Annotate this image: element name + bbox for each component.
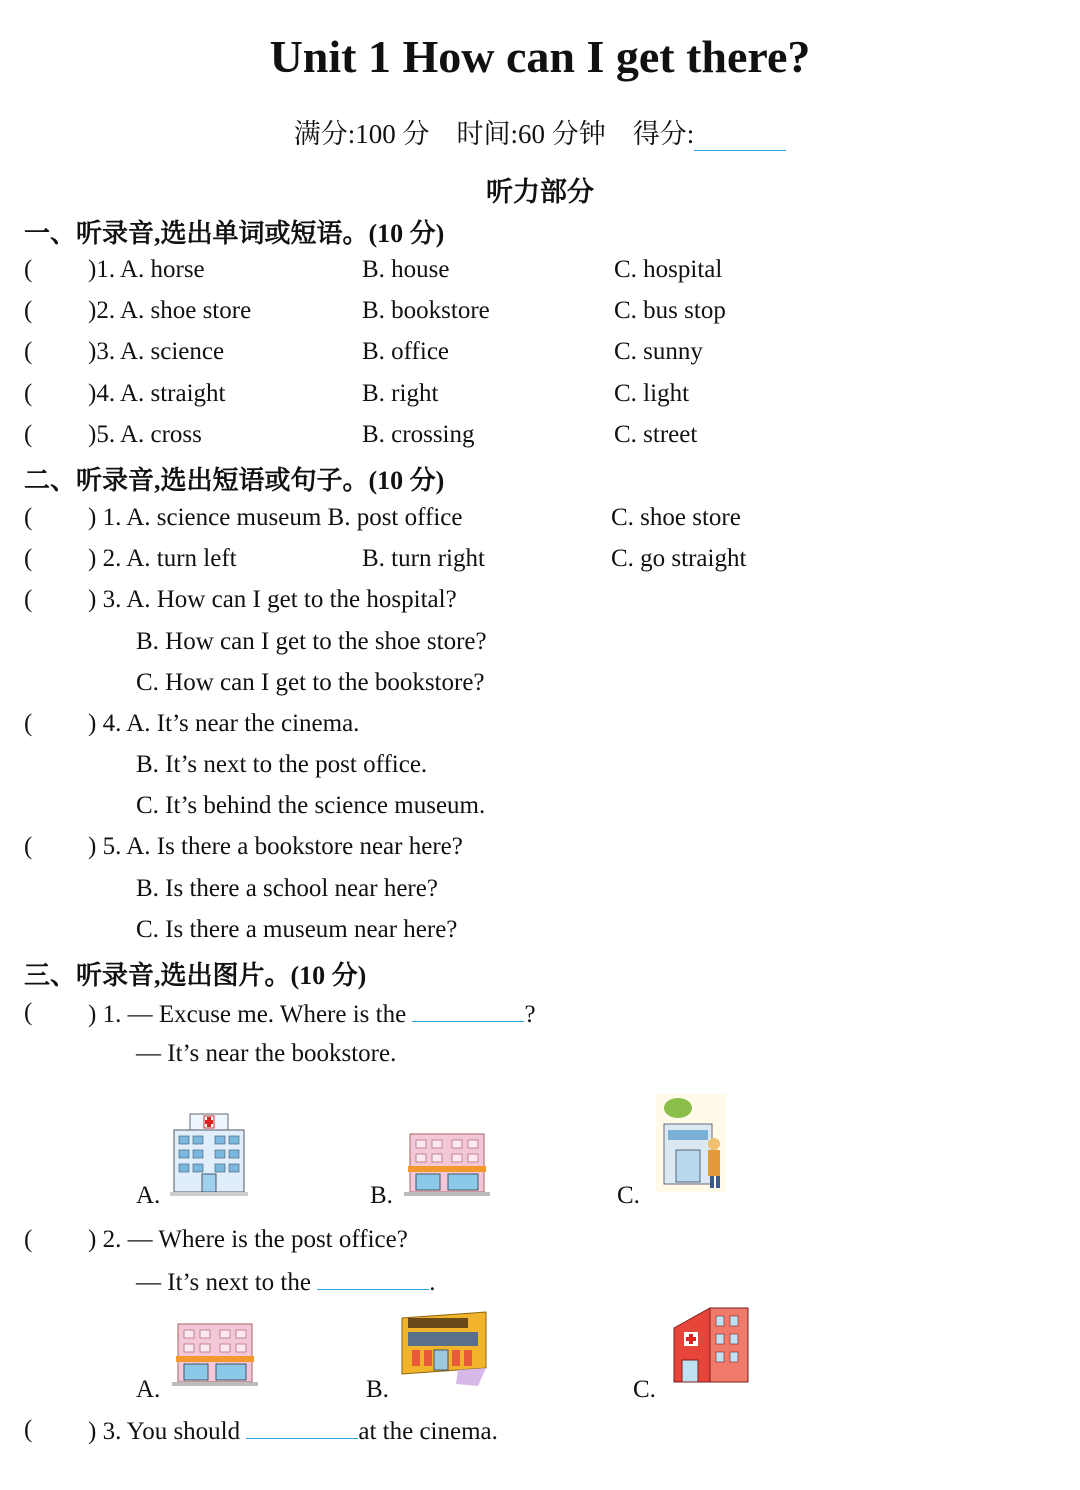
bookstore-picture[interactable] (398, 1308, 490, 1388)
option-a-label: A. (136, 1376, 161, 1403)
time-limit: 时间:60 分钟 (456, 119, 606, 149)
s2-q4-c: C. It’s behind the science museum. (136, 792, 486, 819)
s2-q5-a: ) 5. A. Is there a bookstore near here? (88, 833, 463, 860)
answer-paren[interactable]: ( (24, 338, 33, 365)
s1-q3-a: )3. A. science (88, 338, 225, 365)
answer-paren[interactable]: ( (24, 710, 33, 737)
section-2-heading: 二、听录音,选出短语或句子。(10 分) (24, 466, 445, 495)
s2-q3-a: ) 3. A. How can I get to the hospital? (88, 586, 457, 613)
option-b-label: B. (370, 1182, 393, 1209)
s1-q5-b: B. crossing (362, 421, 475, 448)
s3-q2-answer: — It’s next to the . (136, 1269, 436, 1296)
s1-q4-a: )4. A. straight (88, 380, 226, 407)
option-a-label: A. (136, 1182, 161, 1209)
s3-q2-question: ) 2. — Where is the post office? (88, 1226, 408, 1253)
s1-q1-c: C. hospital (614, 256, 723, 283)
s1-q2-c: C. bus stop (614, 297, 726, 324)
answer-paren[interactable]: ( (24, 1416, 33, 1443)
s1-q5-c: C. street (614, 421, 698, 448)
score-blank[interactable] (694, 128, 786, 151)
answer-paren[interactable]: ( (24, 256, 33, 283)
answer-paren[interactable]: ( (24, 297, 33, 324)
s2-q1-c: C. shoe store (611, 504, 741, 531)
s2-q3-c: C. How can I get to the bookstore? (136, 669, 485, 696)
section-1-heading: 一、听录音,选出单词或短语。(10 分) (24, 219, 445, 248)
answer-paren[interactable]: ( (24, 380, 33, 407)
s2-q2-b: B. turn right (362, 545, 485, 572)
s3-q1-blank[interactable] (412, 999, 524, 1022)
s2-q3-b: B. How can I get to the shoe store? (136, 628, 487, 655)
hospital-picture[interactable] (170, 1112, 248, 1198)
answer-paren[interactable]: ( (24, 504, 33, 531)
s2-q2-a: ) 2. A. turn left (88, 545, 237, 572)
s2-q1-ab: ) 1. A. science museum B. post office (88, 504, 463, 531)
cinema-picture[interactable] (656, 1094, 726, 1192)
s1-q4-c: C. light (614, 380, 690, 407)
option-b-label: B. (366, 1376, 389, 1403)
s1-q3-b: B. office (362, 338, 450, 365)
s3-q1-answer: — It’s near the bookstore. (136, 1040, 397, 1067)
section-3-heading: 三、听录音,选出图片。(10 分) (24, 961, 367, 990)
s1-q2-b: B. bookstore (362, 297, 490, 324)
exam-meta (0, 112, 1080, 151)
answer-paren[interactable]: ( (24, 545, 33, 572)
option-c-label: C. (617, 1182, 640, 1209)
listening-part-title: 听力部分 (486, 177, 594, 207)
s3-q3-question: ) 3. You should at the cinema. (88, 1418, 498, 1445)
s2-q2-c: C. go straight (611, 545, 747, 572)
option-c-label: C. (633, 1376, 656, 1403)
s3-q1-question: ) 1. — Excuse me. Where is the ? (88, 1001, 536, 1028)
page-title: Unit 1 How can I get there? (269, 31, 811, 82)
s2-q5-b: B. Is there a school near here? (136, 875, 438, 902)
s3-q2-blank[interactable] (317, 1267, 429, 1290)
score-label: 得分: (632, 119, 695, 149)
s2-q4-b: B. It’s next to the post office. (136, 751, 428, 778)
s3-q3-blank[interactable] (246, 1416, 358, 1439)
s2-q4-a: ) 4. A. It’s near the cinema. (88, 710, 360, 737)
full-score: 满分:100 分 (293, 119, 430, 149)
s1-q1-a: )1. A. horse (88, 256, 205, 283)
s1-q2-a: )2. A. shoe store (88, 297, 252, 324)
s1-q3-c: C. sunny (614, 338, 703, 365)
shoe-store-picture[interactable] (404, 1128, 490, 1198)
shoe-store-picture[interactable] (172, 1318, 258, 1388)
s1-q1-b: B. house (362, 256, 450, 283)
hospital-picture[interactable] (668, 1304, 752, 1384)
s2-q5-c: C. Is there a museum near here? (136, 916, 458, 943)
answer-paren[interactable]: ( (24, 421, 33, 448)
s1-q4-b: B. right (362, 380, 439, 407)
answer-paren[interactable]: ( (24, 999, 33, 1026)
answer-paren[interactable]: ( (24, 586, 33, 613)
answer-paren[interactable]: ( (24, 833, 33, 860)
answer-paren[interactable]: ( (24, 1226, 33, 1253)
s1-q5-a: )5. A. cross (88, 421, 202, 448)
